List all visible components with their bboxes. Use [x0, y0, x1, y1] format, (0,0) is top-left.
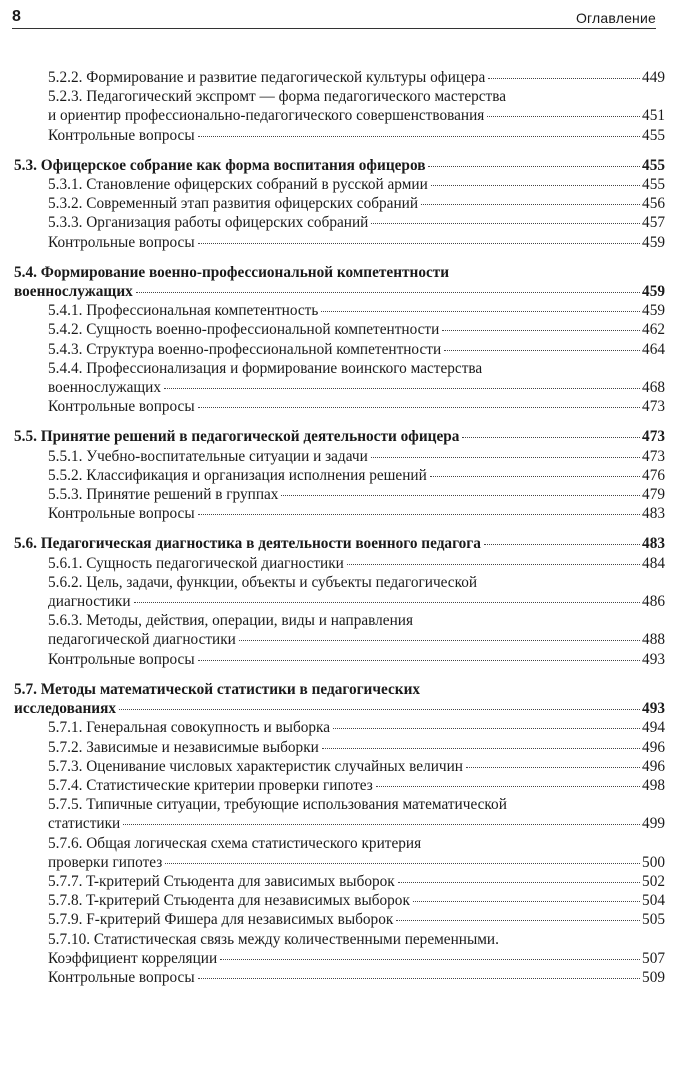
toc-entry-title-line: 5.7.1. Генеральная совокупность и выборка — [48, 719, 331, 737]
toc-page-number: 459 — [642, 302, 665, 320]
toc-page-number: 493 — [642, 650, 665, 668]
toc-entry-title-line: 5.7.9. F-критерий Фишера для независимых выборок — [48, 911, 394, 929]
toc-page-number: 476 — [642, 466, 665, 484]
toc-entry-title-line: 5.4.1. Профессиональная компетентность — [48, 302, 319, 320]
toc-entry-title-line: 5.7.10. Статистическая связь между количественными переменными. — [48, 930, 499, 948]
toc-section-entry[interactable] — [14, 263, 665, 301]
toc-page-number: 457 — [642, 214, 665, 232]
leader-dots — [333, 727, 640, 729]
toc-subsection-entry[interactable] — [48, 213, 665, 232]
toc-subsection-entry[interactable] — [48, 194, 665, 213]
toc-page-number: 505 — [642, 911, 665, 929]
leader-dots — [198, 242, 640, 244]
toc-entry-title-line: 5.3.1. Становление офицерских собраний в русской армии — [48, 176, 428, 194]
toc-entry-title-line: 5.3. Офицерское собрание как форма воспитания офицеров — [14, 156, 426, 174]
leader-dots — [487, 115, 640, 117]
toc-section-entry[interactable] — [14, 156, 665, 175]
toc-subsection-entry[interactable] — [48, 87, 665, 125]
leader-dots — [484, 543, 640, 545]
toc-entry-title-line: Коэффициент корреляции — [48, 949, 218, 967]
toc-entry-title-line: Контрольные вопросы — [48, 650, 195, 668]
toc-page-number: 496 — [642, 738, 665, 756]
toc-entry-title-line: 5.2.3. Педагогический экспромт — форма педагогического мастерства — [48, 88, 507, 106]
toc-entry-title-line: 5.6.3. Методы, действия, операции, виды и направления — [48, 612, 413, 630]
toc-subsection-entry[interactable] — [48, 718, 665, 737]
toc-subsection-entry[interactable] — [48, 776, 665, 795]
toc-subsection-entry[interactable] — [48, 795, 665, 833]
toc-page-number: 484 — [642, 554, 665, 572]
leader-dots — [198, 513, 640, 515]
toc-subsection-entry[interactable] — [48, 447, 665, 466]
toc-page-number: 509 — [642, 968, 665, 986]
toc-page-number: 473 — [642, 428, 665, 446]
toc-page-number: 459 — [642, 233, 665, 251]
toc-entry-title-line: 5.5.3. Принятие решений в группах — [48, 486, 279, 504]
leader-dots — [428, 165, 640, 167]
toc-subsection-entry[interactable] — [48, 301, 665, 320]
toc-page-number: 502 — [642, 872, 665, 890]
toc-subsection-entry[interactable] — [48, 320, 665, 339]
leader-dots — [322, 747, 640, 749]
leader-dots — [371, 456, 640, 458]
toc-entry-title-line: 5.7.2. Зависимые и независимые выборки — [48, 738, 319, 756]
leader-dots — [198, 977, 640, 979]
leader-dots — [371, 222, 640, 224]
toc-subsection-entry[interactable] — [48, 910, 665, 929]
toc-subsection-entry[interactable] — [48, 504, 665, 523]
leader-dots — [165, 862, 640, 864]
toc-entry-title-line: 5.3.3. Организация работы офицерских собраний — [48, 214, 369, 232]
toc-page-number: 451 — [642, 107, 665, 125]
toc-subsection-entry[interactable] — [48, 68, 665, 87]
toc-page-number: 455 — [642, 156, 665, 174]
toc-entry-title-line: статистики — [48, 815, 121, 833]
toc-entry-title-line: 5.5.1. Учебно-воспитательные ситуации и задачи — [48, 447, 368, 465]
leader-dots — [462, 436, 640, 438]
toc-subsection-entry[interactable] — [48, 573, 665, 611]
toc-entry-title-line: 5.7. Методы математической статистики в педагогических — [14, 680, 421, 698]
leader-dots — [347, 563, 640, 565]
toc-entry-title-line: 5.3.2. Современный этап развития офицерских собраний — [48, 195, 419, 213]
leader-dots — [239, 639, 640, 641]
leader-dots — [123, 823, 640, 825]
leader-dots — [281, 494, 640, 496]
leader-dots — [421, 203, 640, 205]
toc-page-number: 507 — [642, 949, 665, 967]
toc-entry-title-line: 5.7.6. Общая логическая схема статистического критерия — [48, 834, 422, 852]
leader-dots — [198, 135, 640, 137]
toc-entry-title-line: Контрольные вопросы — [48, 505, 195, 523]
toc-subsection-entry[interactable] — [48, 233, 665, 252]
toc-entry-title-line: 5.7.8. T-критерий Стьюдента для независимых выборок — [48, 892, 410, 910]
toc-page-number: 473 — [642, 398, 665, 416]
toc-subsection-entry[interactable] — [48, 738, 665, 757]
toc-entry-title-line: 5.6. Педагогическая диагностика в деятельности военного педагога — [14, 535, 481, 553]
toc-entry-title-line: 5.6.1. Сущность педагогической диагностики — [48, 554, 344, 572]
toc-entry-title-line: и ориентир профессионально-педагогического совершенствования — [48, 107, 485, 125]
toc-entry-title-line: Контрольные вопросы — [48, 398, 195, 416]
leader-dots — [136, 291, 640, 293]
toc-page-number: 496 — [642, 757, 665, 775]
toc-page-number: 449 — [642, 69, 665, 86]
toc-page-number: 494 — [642, 719, 665, 737]
toc-page-number: 493 — [642, 700, 665, 718]
toc-entry-title-line: 5.5.2. Классификация и организация исполнения решений — [48, 466, 427, 484]
toc-entry-title-line: 5.5. Принятие решений в педагогической деятельности офицера — [14, 428, 460, 446]
toc-page-number: 462 — [642, 321, 665, 339]
toc-subsection-entry[interactable] — [48, 126, 665, 145]
toc-entry-title-line: военнослужащих — [48, 379, 161, 397]
toc-subsection-entry[interactable] — [48, 872, 665, 891]
leader-dots — [442, 329, 640, 331]
toc-page-number: 464 — [642, 340, 665, 358]
toc-entry-title-line: педагогической диагностики — [48, 631, 236, 649]
leader-dots — [376, 785, 640, 787]
toc-entry-title-line: 5.7.3. Оценивание числовых характеристик случайных величин — [48, 757, 463, 775]
toc-entry-title-line: проверки гипотез — [48, 853, 163, 871]
table-of-contents — [0, 68, 676, 987]
leader-dots — [466, 766, 640, 768]
toc-section-entry[interactable] — [14, 427, 665, 446]
toc-entry-title-line: Контрольные вопросы — [48, 233, 195, 251]
toc-subsection-entry[interactable] — [48, 359, 665, 397]
toc-page-number: 455 — [642, 176, 665, 194]
toc-subsection-entry[interactable] — [48, 968, 665, 987]
toc-page-number: 468 — [642, 379, 665, 397]
leader-dots — [444, 349, 640, 351]
leader-dots — [220, 958, 640, 960]
toc-subsection-entry[interactable] — [48, 397, 665, 416]
toc-page-number: 455 — [642, 126, 665, 144]
toc-subsection-entry[interactable] — [48, 650, 665, 669]
leader-dots — [413, 900, 640, 902]
toc-page-number: 479 — [642, 486, 665, 504]
toc-section-entry[interactable] — [14, 680, 665, 718]
toc-page-number: 498 — [642, 776, 665, 794]
leader-dots — [398, 881, 640, 883]
leader-dots — [396, 919, 640, 921]
toc-entry-title-line: 5.4.3. Структура военно-профессиональной компетентности — [48, 340, 442, 358]
toc-subsection-entry[interactable] — [48, 485, 665, 504]
toc-entry-title-line: 5.4.4. Профессионализация и формирование воинского мастерства — [48, 359, 483, 377]
toc-entry-title-line: Контрольные вопросы — [48, 126, 195, 144]
leader-dots — [119, 708, 640, 710]
toc-subsection-entry[interactable] — [48, 554, 665, 573]
toc-entry-title-line: 5.2.2. Формирование и развитие педагогической культуры офицера — [48, 69, 486, 86]
toc-page-number: 500 — [642, 853, 665, 871]
toc-entry-title-line: 5.4.2. Сущность военно-профессиональной компетентности — [48, 321, 440, 339]
toc-page-number: 499 — [642, 815, 665, 833]
page-number: 8 — [12, 8, 21, 25]
toc-entry-title-line: 5.6.2. Цель, задачи, функции, объекты и субъекты педагогической — [48, 573, 478, 591]
toc-subsection-entry[interactable] — [48, 834, 665, 872]
toc-page-number: 459 — [642, 283, 665, 301]
toc-subsection-entry[interactable] — [48, 891, 665, 910]
toc-entry-title-line: 5.7.5. Типичные ситуации, требующие использования математической — [48, 796, 507, 814]
leader-dots — [321, 310, 640, 312]
toc-subsection-entry[interactable] — [48, 340, 665, 359]
toc-entry-title-line: 5.4. Формирование военно-профессиональной компетентности — [14, 263, 450, 281]
leader-dots — [134, 601, 641, 603]
toc-entry-title-line: 5.7.4. Статистические критерии проверки гипотез — [48, 776, 373, 794]
leader-dots — [198, 659, 640, 661]
leader-dots — [164, 387, 640, 389]
toc-entry-title-line: исследованиях — [14, 700, 117, 718]
running-title: Оглавление — [575, 10, 656, 26]
toc-entry-title-line: Контрольные вопросы — [48, 968, 195, 986]
leader-dots — [430, 475, 640, 477]
toc-subsection-entry[interactable] — [48, 757, 665, 776]
toc-subsection-entry[interactable] — [48, 175, 665, 194]
leader-dots — [198, 406, 640, 408]
toc-page-number: 456 — [642, 195, 665, 213]
toc-subsection-entry[interactable] — [48, 611, 665, 649]
toc-page-number: 488 — [642, 631, 665, 649]
toc-page-number: 483 — [642, 505, 665, 523]
toc-page-number: 473 — [642, 447, 665, 465]
toc-page-number: 504 — [642, 892, 665, 910]
toc-subsection-entry[interactable] — [48, 930, 665, 968]
toc-entry-title-line: военнослужащих — [14, 283, 133, 301]
toc-entry-title-line: диагностики — [48, 593, 131, 611]
leader-dots — [431, 184, 640, 186]
toc-page-number: 486 — [642, 593, 665, 611]
running-header — [12, 8, 656, 29]
leader-dots — [488, 77, 640, 79]
toc-section-entry[interactable] — [14, 534, 665, 553]
toc-page-number: 483 — [642, 535, 665, 553]
toc-entry-title-line: 5.7.7. T-критерий Стьюдента для зависимых выборок — [48, 872, 395, 890]
toc-subsection-entry[interactable] — [48, 466, 665, 485]
